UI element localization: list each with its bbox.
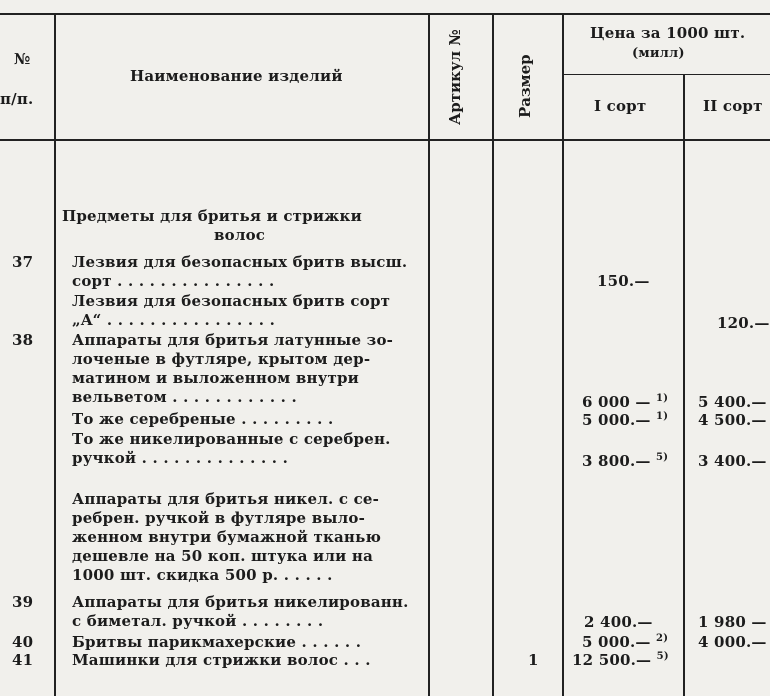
price-header-divider [562, 74, 770, 75]
header-article: Артикул № [446, 29, 464, 125]
item-name: То же никелированные с серебрен. [72, 430, 391, 448]
item-name: Лезвия для безопасных бритв высш. [72, 253, 408, 271]
header-num-sub: п/п. [0, 90, 34, 108]
item-name: Аппараты для бритья никелированн. [72, 593, 409, 611]
price-grade-1: 5 000.— $^{1)}$ [582, 411, 669, 429]
item-name-cont: ребрен. ручкой в футляре выло- [72, 509, 365, 527]
header-grade-1: I сорт [594, 97, 647, 115]
col-divider-name [428, 13, 430, 696]
header-price: Цена за 1000 шт. [590, 24, 746, 42]
item-name: То же серебреные . . . . . . . . . [72, 410, 334, 428]
col-divider-grade [683, 74, 685, 696]
header-grade-2: II сорт [703, 97, 763, 115]
row-number: 39 [12, 593, 34, 611]
item-name-cont: вельветом . . . . . . . . . . . . [72, 388, 297, 406]
price-grade-2: 4 500.— [698, 411, 767, 429]
item-name: Лезвия для безопасных бритв сорт [72, 292, 391, 310]
item-name-cont: матином и выложенном внутри [72, 369, 360, 387]
section-title-cont: волос [214, 226, 266, 244]
item-name-cont: сорт . . . . . . . . . . . . . . . [72, 272, 275, 290]
price-grade-1: 150.— [597, 272, 650, 290]
item-name-cont: женном внутри бумажной тканью [72, 528, 382, 546]
price-grade-2: 120.— [717, 314, 770, 332]
header-num: № [14, 50, 31, 68]
price-grade-1: 2 400.— [584, 613, 653, 631]
row-number: 41 [12, 651, 34, 669]
item-name-cont: ручкой . . . . . . . . . . . . . . [72, 449, 289, 467]
row-number: 40 [12, 633, 34, 651]
col-divider-num [54, 13, 56, 696]
section-title: Предметы для бритья и стрижки [62, 207, 362, 225]
item-name-cont: с биметал. ручкой . . . . . . . . [72, 612, 324, 630]
item-name: Аппараты для бритья никел. с се- [72, 490, 380, 508]
header-price-unit: (милл) [632, 46, 685, 61]
top-rule [0, 13, 770, 15]
item-name-cont: „A“ . . . . . . . . . . . . . . . . [72, 311, 276, 329]
col-divider-size [562, 13, 564, 696]
price-grade-1: 6 000 — $^{1)}$ [582, 393, 669, 411]
header-size: Размер [516, 54, 534, 118]
col-divider-article [492, 13, 494, 696]
price-grade-1: 5 000.— $^{2)}$ [582, 633, 669, 651]
item-name: Бритвы парикмахерские . . . . . . [72, 633, 362, 651]
item-name-cont: дешевле на 50 коп. штука или на [72, 547, 373, 565]
row-number: 38 [12, 331, 34, 349]
row-number: 37 [12, 253, 34, 271]
header-bottom-rule [0, 139, 770, 141]
item-name: Аппараты для бритья латунные зо- [72, 331, 394, 349]
size-value: 1 [528, 651, 539, 669]
price-grade-2: 1 980 — [698, 613, 767, 631]
price-grade-1: 3 800.— $^{5)}$ [582, 452, 669, 470]
price-grade-1: 12 500.— $^{5)}$ [572, 651, 669, 669]
item-name-cont: лоченые в футляре, крытом дер- [72, 350, 371, 368]
item-name: Машинки для стрижки волос . . . [72, 651, 371, 669]
price-grade-2: 3 400.— [698, 452, 767, 470]
header-name: Наименование изделий [130, 67, 343, 85]
price-grade-2: 5 400.— [698, 393, 767, 411]
price-grade-2: 4 000.— [698, 633, 767, 651]
item-name-cont: 1000 шт. скидка 500 р. . . . . . [72, 566, 333, 584]
